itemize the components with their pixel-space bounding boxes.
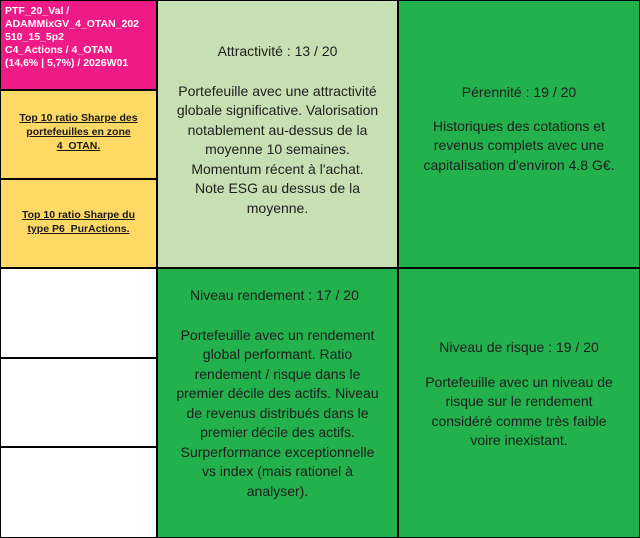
empty-cell bbox=[0, 268, 157, 358]
link-line: 4_OTAN. bbox=[56, 140, 101, 152]
body-line: Historiques des cotations et bbox=[433, 117, 605, 134]
body-line: Portefeuille avec une attractivité bbox=[178, 82, 377, 99]
body-line: Portefeuille avec un niveau de bbox=[425, 373, 613, 390]
body-line: vs index (mais rationel à bbox=[202, 463, 353, 479]
body-line: Surperformance exceptionnelle bbox=[180, 443, 375, 460]
risque-panel bbox=[398, 268, 640, 538]
body-line: notablement au-dessus de la bbox=[187, 121, 368, 138]
body-line: premier décile des actifs. Niveau bbox=[176, 385, 379, 401]
portfolio-title-cell bbox=[0, 0, 157, 90]
link-line: Top 10 ratio Sharpe des bbox=[19, 112, 138, 124]
portfolio-title-line: (14,6% | 5,7%) / 2026W01 bbox=[5, 57, 129, 69]
body-line: capitalisation d'environ 4.8 G€. bbox=[423, 156, 615, 173]
attractivite-title: Attractivité : 13 / 20 bbox=[217, 43, 338, 59]
top10-zone-link-cell bbox=[0, 90, 157, 179]
body-line: considéré comme très faible bbox=[431, 412, 607, 429]
link-line: portefeuilles en zone bbox=[26, 126, 131, 138]
body-line: analyser). bbox=[246, 482, 309, 499]
body-line: de revenus distribués dans le bbox=[186, 404, 369, 421]
portfolio-title-line: PTF_20_Val / bbox=[5, 5, 70, 17]
body-line: globale significative. Valorisation bbox=[176, 102, 379, 118]
empty-cell bbox=[0, 447, 157, 538]
body-line: moyenne 10 semaines. bbox=[205, 141, 350, 157]
top10-sharpe-type-link[interactable] bbox=[1, 208, 156, 236]
portfolio-title-line: ADAMMixGV_4_OTAN_202 bbox=[5, 18, 140, 30]
rendement-panel bbox=[157, 268, 398, 538]
risque-title: Niveau de risque : 19 / 20 bbox=[439, 339, 599, 355]
body-line: rendement / risque dans le bbox=[194, 365, 361, 382]
link-line: type P6_PurActions. bbox=[27, 223, 130, 235]
portfolio-title-line: C4_Actions / 4_OTAN bbox=[5, 44, 113, 56]
rendement-title: Niveau rendement : 17 / 20 bbox=[190, 287, 359, 303]
body-line: premier décile des actifs. bbox=[200, 424, 355, 440]
rendement-body bbox=[166, 326, 389, 502]
body-line: Note ESG au dessus de la bbox=[195, 180, 360, 196]
empty-cell bbox=[0, 358, 157, 447]
link-line: Top 10 ratio Sharpe du bbox=[22, 209, 135, 221]
risque-body bbox=[407, 373, 631, 451]
perennite-body bbox=[407, 117, 631, 176]
perennite-title: Pérennité : 19 / 20 bbox=[461, 84, 577, 100]
portfolio-title-line: 510_15_5p2 bbox=[5, 31, 64, 43]
body-line: revenus complets avec une bbox=[433, 137, 605, 153]
body-line: Portefeuille avec un rendement bbox=[180, 326, 375, 343]
body-line: global performant. Ratio bbox=[202, 346, 353, 362]
top10-type-link-cell bbox=[0, 179, 157, 268]
top10-sharpe-zone-link[interactable] bbox=[1, 111, 156, 153]
body-line: risque sur le rendement bbox=[445, 393, 593, 409]
perennite-panel bbox=[398, 0, 640, 268]
body-line: moyenne. bbox=[246, 199, 309, 216]
attractivite-panel bbox=[157, 0, 398, 268]
attractivite-body bbox=[166, 82, 389, 219]
body-line: Momentum récent à l'achat. bbox=[191, 160, 364, 177]
body-line: voire inexistant. bbox=[470, 432, 568, 448]
